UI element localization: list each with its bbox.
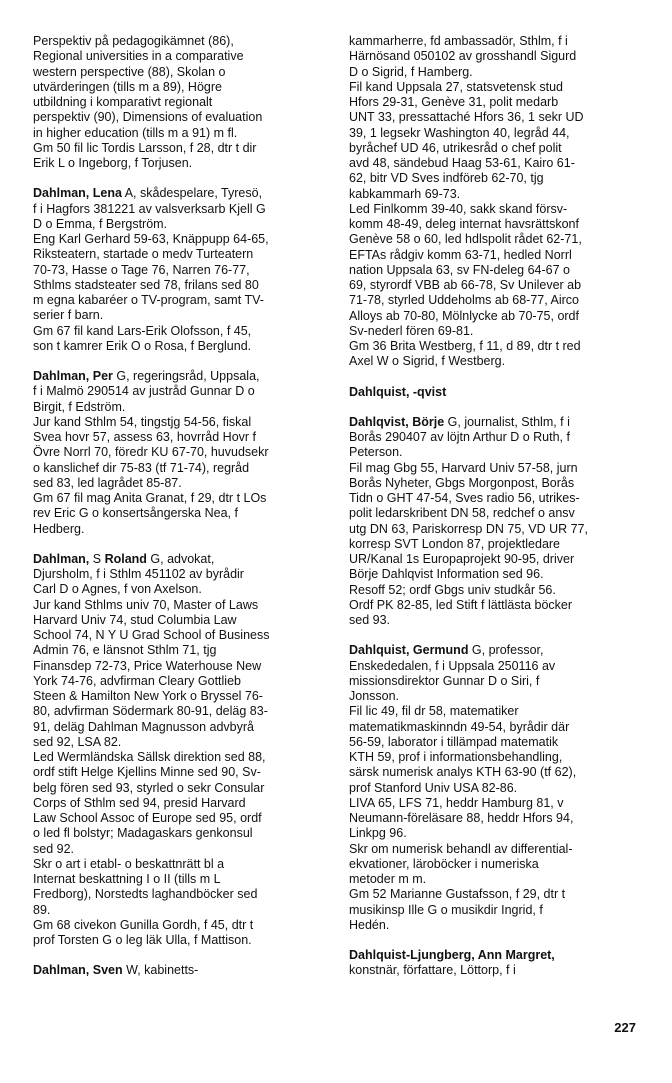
entry-line [33, 750, 323, 765]
entry-line [349, 217, 644, 232]
entry-text: Svea hovr 57, assess 63, hovrråd Hovr f [33, 430, 257, 444]
entry-line [33, 339, 323, 354]
entry-line [33, 918, 323, 933]
entry-text: särsk numerisk analys KTH 63-90 (tf 62), [349, 765, 577, 780]
entry-text: o led fl bolstyr; Madagaskars genkonsul [33, 826, 253, 841]
entry-line [33, 141, 323, 156]
entry-text: Borås Nyheter, Gbgs Morgonpost, Borås [349, 475, 575, 490]
entry-line [33, 522, 323, 537]
entry-text: ekvationer, läroböcker i numeriska [349, 856, 539, 871]
entry-text: Birgit, f Edström. [33, 399, 126, 414]
biography-entry [349, 385, 644, 400]
entry-text: Hedberg. [33, 521, 85, 536]
entry-text: rev Eric G o konsertsångerska Nea, f [33, 506, 238, 521]
entry-line [33, 461, 323, 476]
entry-line [33, 415, 323, 430]
entry-text: Steen & Hamilton New York o Bryssel 76- [33, 689, 263, 703]
entry-text: m egna kabaréer o TV-program, samt TV- [33, 293, 264, 307]
entry-text: Linkpg 96. [349, 826, 407, 841]
entry-line [349, 354, 644, 369]
entry-text: Harvard Univ 74, stud Columbia Law [33, 612, 237, 627]
entry-text: kammarherre, fd ambassadör, Sthlm, f i [349, 34, 568, 48]
entry-text: sed 92. [33, 841, 75, 856]
entry-text: Hedén. [349, 917, 390, 932]
entry-text: in higher education (tills m a 91) m fl. [33, 125, 238, 140]
entry-line [33, 263, 323, 278]
entry-line [349, 156, 644, 171]
entry-text: Skr o art i etabl- o beskattnrätt bl a [33, 856, 225, 871]
entry-line [33, 430, 323, 445]
entry-text: W, kabinetts- [122, 963, 199, 978]
entry-name: Dahlman, Per [33, 369, 113, 383]
entry-text: utg DN 63, Pariskorresp DN 75, VD UR 77, [349, 521, 588, 536]
entry-line [349, 796, 644, 811]
entry-text: Carl D o Agnes, f von Axelson. [33, 582, 202, 597]
entry-text: 69, styrordf VBB ab 66-78, Sv Unilever ab [349, 278, 582, 292]
entry-line [33, 796, 323, 811]
entry-text: nation Uppsala 63, sv FN-deleg 64-67 o [349, 262, 570, 277]
entry-text: Corps of Sthlm sed 94, presid Harvard [33, 795, 246, 810]
entry-text: Fil lic 49, fil dr 58, matematiker [349, 704, 519, 719]
entry-line [33, 933, 323, 948]
entry-text: polit ledarskribent DN 58, redchef o ansv [349, 506, 575, 521]
biography-entry [349, 948, 644, 979]
entry-text: serier f barn. [33, 308, 104, 323]
entry-name: Dahlman, Sven [33, 963, 123, 978]
entry-line [33, 80, 323, 95]
entry-text: Gm 67 fil mag Anita Granat, f 29, dtr t LOs [33, 491, 267, 505]
entry-line [349, 309, 644, 324]
entry-text: Internat beskattning I o II (tills m L [33, 872, 221, 886]
entry-line [349, 506, 644, 521]
entry-text: 80, advfirman Södermark 80-91, deläg 83- [33, 704, 268, 719]
entry-line [349, 415, 644, 430]
entry-line [349, 918, 644, 933]
entry-text: Djursholm, f i Sthlm 451102 av byrådir [33, 567, 244, 581]
entry-text: Härnösand 050102 av grosshandl Sigurd [349, 49, 577, 64]
entry-text: Jur kand Sthlms univ 70, Master of Laws [33, 597, 259, 612]
entry-text: G, professor, [468, 643, 544, 658]
entry-line [349, 537, 644, 552]
entry-line [33, 872, 323, 887]
entry-text: 70-73, Hasse o Tage 76, Narren 76-77, [33, 262, 250, 277]
entry-line [33, 811, 323, 826]
entry-line [33, 34, 323, 49]
entry-text: 62, bitr VD Sves indföreb 62-70, tjg [349, 171, 544, 186]
entry-line [33, 506, 323, 521]
entry-text: Led Wermländska Sällsk direktion sed 88, [33, 750, 266, 764]
entry-line [349, 110, 644, 125]
entry-line [349, 903, 644, 918]
entry-line [33, 582, 323, 597]
biography-entry [349, 643, 644, 933]
entry-line [349, 491, 644, 506]
entry-line [349, 65, 644, 80]
entry-line [33, 232, 323, 247]
entry-name: Roland [104, 551, 147, 566]
entry-line [349, 278, 644, 293]
entry-text: Erik L o Ingeborg, f Torjusen. [33, 156, 193, 170]
biography-entry [349, 415, 644, 629]
entry-text: S [89, 551, 105, 566]
entry-line [349, 781, 644, 796]
entry-text: avd 48, sändebud Haag 53-61, Kairo 61- [349, 156, 575, 170]
entry-line [349, 461, 644, 476]
entry-text: belg fören sed 93, styrled o sekr Consular [33, 780, 265, 795]
entry-text: Sv-nederl fören 69-81. [349, 323, 474, 338]
entry-text: Börje Dahlqvist Information sed 96. [349, 567, 544, 582]
entry-line [349, 141, 644, 156]
entry-text: musikinsp Ille G o musikdir Ingrid, f [349, 902, 543, 917]
entry-text: Övre Norrl 70, föredr KU 67-70, huvudsekr [33, 445, 269, 460]
entry-line [33, 110, 323, 125]
entry-text: komm 48-49, deleg internat havsrättskonf [349, 217, 579, 231]
entry-text: 89. [33, 902, 51, 917]
entry-line [349, 476, 644, 491]
entry-text: sed 93. [349, 613, 391, 627]
entry-line [33, 491, 323, 506]
entry-line [349, 963, 644, 978]
entry-line [349, 430, 644, 445]
entry-text: Hfors 29-31, Genève 31, polit medarb [349, 95, 559, 109]
entry-text: Gm 67 fil kand Lars-Erik Olofsson, f 45, [33, 323, 252, 338]
entry-line [33, 659, 323, 674]
entry-line [349, 674, 644, 689]
page-number: 227 [614, 1020, 636, 1035]
entry-text: Gm 50 fil lic Tordis Larsson, f 28, dtr t dir [33, 140, 257, 155]
entry-text: konstnär, författare, Löttorp, f i [349, 963, 516, 978]
entry-text: Regional universities in a comparative [33, 49, 244, 64]
entry-text: G, advokat, [146, 551, 215, 566]
biography-entry [33, 963, 323, 978]
entry-line [33, 903, 323, 918]
entry-line [349, 613, 644, 628]
entry-text: Gm 68 civekon Gunilla Gordh, f 45, dtr t [33, 917, 254, 932]
entry-line [33, 278, 323, 293]
entry-text: sed 92, LSA 82. [33, 734, 122, 749]
entry-text: f i Hagfors 381221 av valsverksarb Kjell G [33, 201, 266, 216]
entry-line [349, 842, 644, 857]
entry-text: EFTAs rådgiv komm 63-71, hedled Norrl [349, 247, 572, 262]
entry-line [349, 811, 644, 826]
entry-text: Gm 52 Marianne Gustafsson, f 29, dtr t [349, 887, 566, 902]
entry-line [349, 826, 644, 841]
entry-line [33, 613, 323, 628]
entry-line [33, 49, 323, 64]
entry-line [33, 186, 323, 201]
entry-text: perspektiv (90), Dimensions of evaluation [33, 110, 263, 125]
entry-line [33, 247, 323, 262]
entry-text: A, skådespelare, Tyresö, [121, 186, 263, 201]
entry-text: Admin 76, e länsnot Sthlm 71, tjg [33, 643, 217, 658]
entry-text: G, journalist, Sthlm, f i [444, 414, 570, 429]
entry-line [349, 324, 644, 339]
entry-name: Dahlqvist, Börje [349, 414, 445, 429]
entry-text: Riksteatern, startade o medv Turteatern [33, 247, 254, 262]
entry-text: o kanslichef dir 75-83 (tf 71-74), regråd [33, 460, 250, 475]
entry-text: Neumann-föreläsare 88, heddr Hfors 94, [349, 811, 574, 825]
entry-line [33, 704, 323, 719]
entry-text: Resoff 52; ordf Gbgs univ studkår 56. [349, 582, 556, 597]
entry-name: Dahlquist, -qvist [349, 384, 447, 399]
right-column [349, 34, 644, 994]
entry-text: Law School Assoc of Europe sed 95, ordf [33, 811, 262, 825]
entry-text: Finansdep 72-73, Price Waterhouse New [33, 658, 262, 673]
entry-line [349, 232, 644, 247]
entry-line [33, 781, 323, 796]
entry-line [33, 735, 323, 750]
entry-text: metoder m m. [349, 872, 427, 886]
entry-text: LIVA 65, LFS 71, heddr Hamburg 81, v [349, 795, 564, 810]
entry-line [349, 857, 644, 872]
entry-line [349, 552, 644, 567]
entry-text: 56-59, laborator i tillämpad matematik [349, 734, 559, 749]
entry-line [349, 735, 644, 750]
entry-text: Skr om numerisk behandl av differential- [349, 841, 573, 856]
entry-text: KTH 59, prof i informationsbehandling, [349, 750, 563, 764]
entry-line [349, 659, 644, 674]
entry-line [33, 126, 323, 141]
entry-line [33, 400, 323, 415]
entry-line [349, 293, 644, 308]
entry-line [33, 643, 323, 658]
entry-text: UNT 33, pressattaché Hfors 36, 1 sekr UD [349, 110, 584, 125]
entry-line [349, 720, 644, 735]
entry-line [33, 476, 323, 491]
entry-line [349, 34, 644, 49]
entry-line [349, 445, 644, 460]
entry-name: Dahlquist, Germund [349, 643, 469, 658]
entry-text: D o Emma, f Bergström. [33, 216, 168, 231]
entry-line [349, 49, 644, 64]
entry-name: Dahlman, Lena [33, 186, 122, 201]
entry-text: son t kamrer Erik O o Rosa, f Berglund. [33, 338, 252, 353]
entry-line [33, 324, 323, 339]
entry-line [349, 385, 644, 400]
entry-line [349, 248, 644, 263]
entry-line [349, 95, 644, 110]
entry-text: Borås 290407 av löjtn Arthur D o Ruth, f [349, 430, 570, 444]
entry-text: 39, 1 legsekr Washington 40, legråd 44, [349, 125, 570, 140]
entry-text: utbildning i komparativt regionalt [33, 95, 213, 109]
entry-text: Genève 58 o 60, led hdlspolit rådet 62-71, [349, 232, 582, 247]
entry-text: Alloys ab 70-80, Mölnlycke ab 70-75, ordf [349, 308, 579, 323]
entry-line [349, 704, 644, 719]
entry-line [33, 293, 323, 308]
entry-line [33, 202, 323, 217]
entry-text: Ordf PK 82-85, led Stift f lättlästa böcker [349, 597, 573, 612]
entry-line [349, 643, 644, 658]
entry-text: Fil kand Uppsala 27, statsvetensk stud [349, 79, 564, 94]
entry-text: prof Stanford Univ USA 82-86. [349, 780, 518, 795]
entry-line [349, 750, 644, 765]
biography-entry [33, 34, 323, 171]
entry-line [33, 887, 323, 902]
entry-line [33, 826, 323, 841]
entry-line [33, 156, 323, 171]
entry-line [33, 65, 323, 80]
entry-line [33, 765, 323, 780]
entry-line [349, 765, 644, 780]
entry-line [33, 689, 323, 704]
entry-text: kabkammarh 69-73. [349, 186, 461, 201]
entry-text: UR/Kanal 1s Europaprojekt 90-95, driver [349, 552, 575, 566]
entry-line [349, 583, 644, 598]
entry-line [349, 202, 644, 217]
entry-line [349, 948, 644, 963]
entry-line [33, 720, 323, 735]
entry-text: Sthlms stadsteater sed 78, frilans sed 80 [33, 277, 259, 292]
entry-line [33, 95, 323, 110]
entry-text: matematikmaskinndn 49-54, byrådir där [349, 719, 570, 734]
entry-text: missionsdirektor Gunnar D o Siri, f [349, 673, 540, 688]
entry-text: korresp SVT London 87, projektledare [349, 536, 561, 551]
entry-text: Tidn o GHT 47-54, Sves radio 56, utrikes- [349, 491, 580, 505]
entry-line [349, 171, 644, 186]
entry-line [33, 598, 323, 613]
entry-text: York 74-76, advfirman Cleary Gottlieb [33, 673, 241, 688]
entry-line [349, 339, 644, 354]
entry-line [349, 522, 644, 537]
entry-text: G, regeringsråd, Uppsala, [112, 369, 260, 383]
biography-entry [33, 552, 323, 949]
entry-line [349, 689, 644, 704]
entry-text: Perspektiv på pedagogikämnet (86), [33, 34, 234, 48]
entry-name: Dahlquist-Ljungberg, Ann Margret, [349, 948, 555, 962]
entry-text: western perspective (88), Skolan o [33, 64, 226, 79]
entry-text: School 74, N Y U Grad School of Business [33, 628, 270, 642]
entry-text: Jur kand Sthlm 54, tingstjg 54-56, fiskal [33, 414, 252, 429]
biography-entry [349, 34, 644, 370]
entry-line [33, 963, 323, 978]
entry-text: Enskededalen, f i Uppsala 250116 av [349, 658, 556, 673]
entry-text: ordf stift Helge Kjellins Minne sed 90, Sv- [33, 765, 261, 780]
entry-name: Dahlman, [33, 551, 90, 566]
entry-text: utvärderingen (tills m a 89), Högre [33, 79, 222, 94]
entry-text: 71-78, styrled Uddeholms ab 68-77, Airco [349, 293, 579, 308]
entry-line [349, 187, 644, 202]
entry-line [33, 384, 323, 399]
entry-text: prof Torsten G o leg läk Ulla, f Mattison. [33, 933, 252, 947]
entry-line [33, 628, 323, 643]
entry-line [33, 217, 323, 232]
left-column [33, 34, 323, 994]
entry-line [349, 80, 644, 95]
entry-line [33, 369, 323, 384]
entry-text: Jonsson. [349, 689, 400, 703]
entry-line [33, 674, 323, 689]
entry-text: f i Malmö 290514 av justråd Gunnar D o [33, 384, 255, 399]
entry-text: Gm 36 Brita Westberg, f 11, d 89, dtr t red [349, 339, 581, 353]
biography-entry [33, 186, 323, 354]
entry-text: D o Sigrid, f Hamberg. [349, 64, 473, 79]
entry-text: Fil mag Gbg 55, Harvard Univ 57-58, jurn [349, 460, 578, 475]
entry-line [349, 263, 644, 278]
entry-line [349, 598, 644, 613]
entry-line [33, 842, 323, 857]
entry-line [349, 872, 644, 887]
biography-entry [33, 369, 323, 537]
entry-line [349, 567, 644, 582]
entry-line [33, 445, 323, 460]
entry-line [33, 552, 323, 567]
entry-text: Led Finlkomm 39-40, sakk skand försv- [349, 201, 568, 216]
entry-line [33, 857, 323, 872]
entry-text: 91, deläg Dahlman Magnusson advbyrå [33, 719, 254, 734]
entry-line [349, 887, 644, 902]
entry-text: Peterson. [349, 445, 403, 460]
entry-text: sed 83, led lagrådet 85-87. [33, 475, 182, 490]
entry-text: Fredborg), Norstedts laghandböcker sed [33, 887, 258, 902]
entry-text: Axel W o Sigrid, f Westberg. [349, 354, 506, 369]
entry-line [349, 126, 644, 141]
entry-text: Eng Karl Gerhard 59-63, Knäppupp 64-65, [33, 232, 269, 246]
entry-text: byråchef UD 46, utrikesråd o chef polit [349, 140, 562, 155]
entry-line [33, 567, 323, 582]
entry-line [33, 308, 323, 323]
